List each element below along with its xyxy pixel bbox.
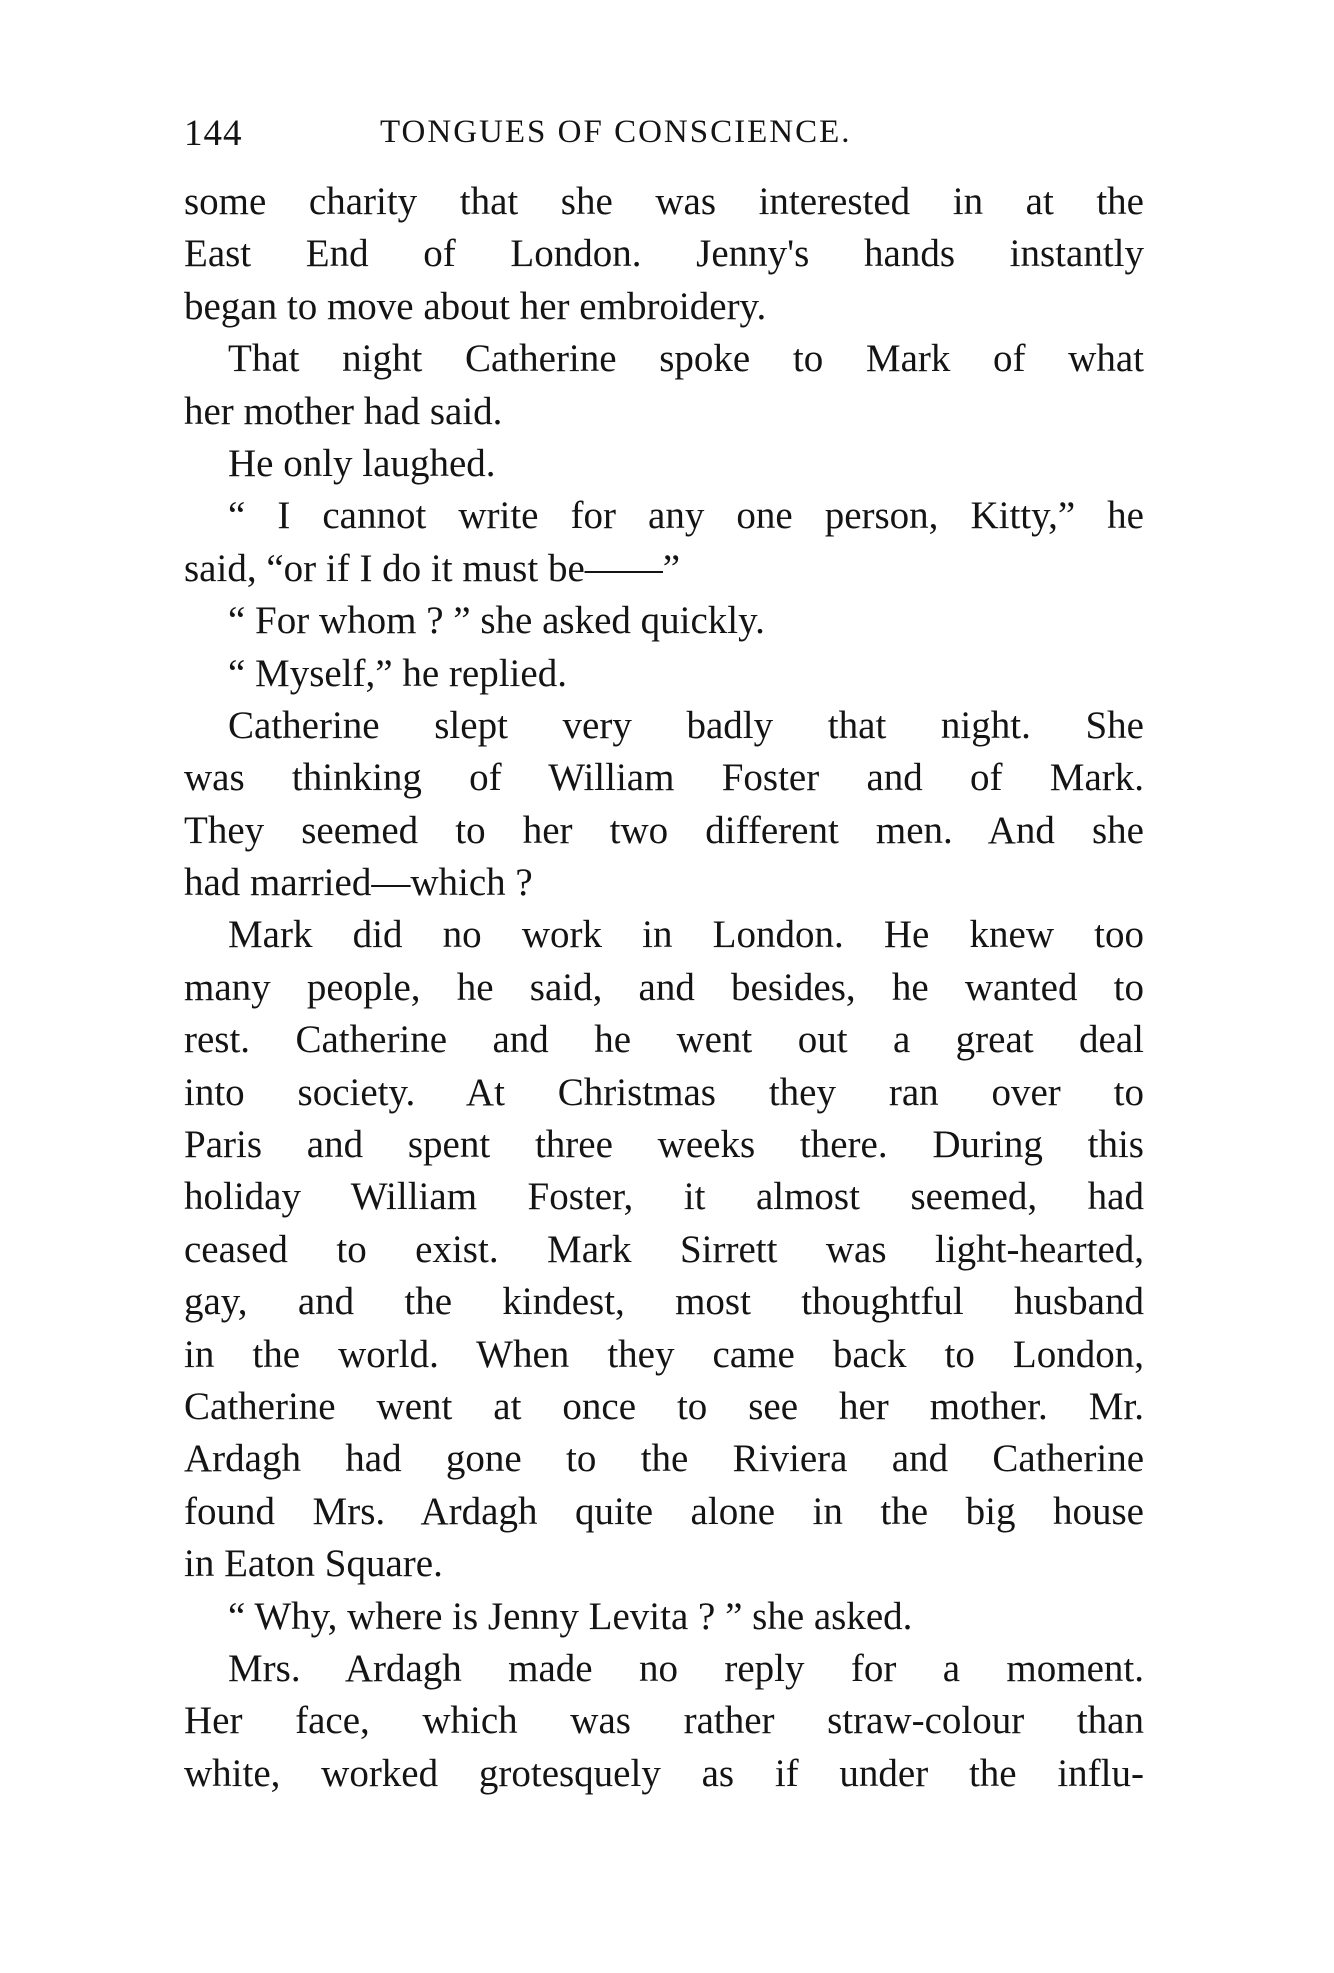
- text-line: “ Myself,” he replied.: [228, 651, 567, 695]
- text-line: “ For whom ? ” she asked quickly.: [228, 599, 765, 643]
- text-line: her mother had said.: [184, 389, 503, 433]
- text-line: many people, he said, and besides, he wanted to: [184, 965, 1144, 1009]
- text-line: some charity that she was interested in at the: [184, 180, 1144, 223]
- text-line: holiday William Foster, it almost seemed, had: [184, 1175, 1144, 1219]
- body-text: [184, 176, 1144, 1800]
- text-line: They seemed to her two different men. And she: [184, 808, 1144, 852]
- text-line: Catherine went at once to see her mother. Mr.: [184, 1384, 1144, 1428]
- text-line: “ I cannot write for any one person, Kitty,” he: [228, 494, 1144, 538]
- text-line: ceased to exist. Mark Sirrett was light-hearted,: [184, 1227, 1144, 1271]
- text-line: Mark did no work in London. He knew too: [228, 913, 1144, 957]
- text-line: Catherine slept very badly that night. She: [228, 703, 1144, 747]
- text-line: white, worked grotesquely as if under the influ-: [184, 1751, 1144, 1795]
- page-header: [184, 112, 1144, 166]
- text-line: into society. At Christmas they ran over to: [184, 1070, 1144, 1114]
- text-line: Her face, which was rather straw-colour than: [184, 1699, 1144, 1743]
- text-line: was thinking of William Foster and of Mark.: [184, 756, 1144, 800]
- text-line: found Mrs. Ardagh quite alone in the big house: [184, 1489, 1144, 1533]
- text-line: Ardagh had gone to the Riviera and Catherine: [184, 1437, 1144, 1481]
- text-line: in the world. When they came back to London,: [184, 1332, 1144, 1376]
- text-line: had married—which ?: [184, 861, 533, 905]
- text-line: gay, and the kindest, most thoughtful husband: [184, 1280, 1144, 1324]
- text-line: That night Catherine spoke to Mark of what: [228, 337, 1144, 381]
- text-line: rest. Catherine and he went out a great deal: [184, 1018, 1144, 1062]
- text-line: He only laughed.: [228, 441, 496, 485]
- text-line: in Eaton Square.: [184, 1542, 443, 1586]
- text-line: East End of London. Jenny's hands instantly: [184, 232, 1144, 276]
- book-page: [184, 112, 1144, 1800]
- text-line: Paris and spent three weeks there. During this: [184, 1123, 1144, 1167]
- text-line: said, “or if I do it must be——”: [184, 546, 681, 590]
- page-number: 144: [184, 113, 243, 154]
- text-line: Mrs. Ardagh made no reply for a moment.: [228, 1646, 1144, 1690]
- text-line: “ Why, where is Jenny Levita ? ” she asked.: [228, 1594, 913, 1638]
- text-line: began to move about her embroidery.: [184, 284, 767, 328]
- running-title: TONGUES OF CONSCIENCE.: [380, 114, 852, 150]
